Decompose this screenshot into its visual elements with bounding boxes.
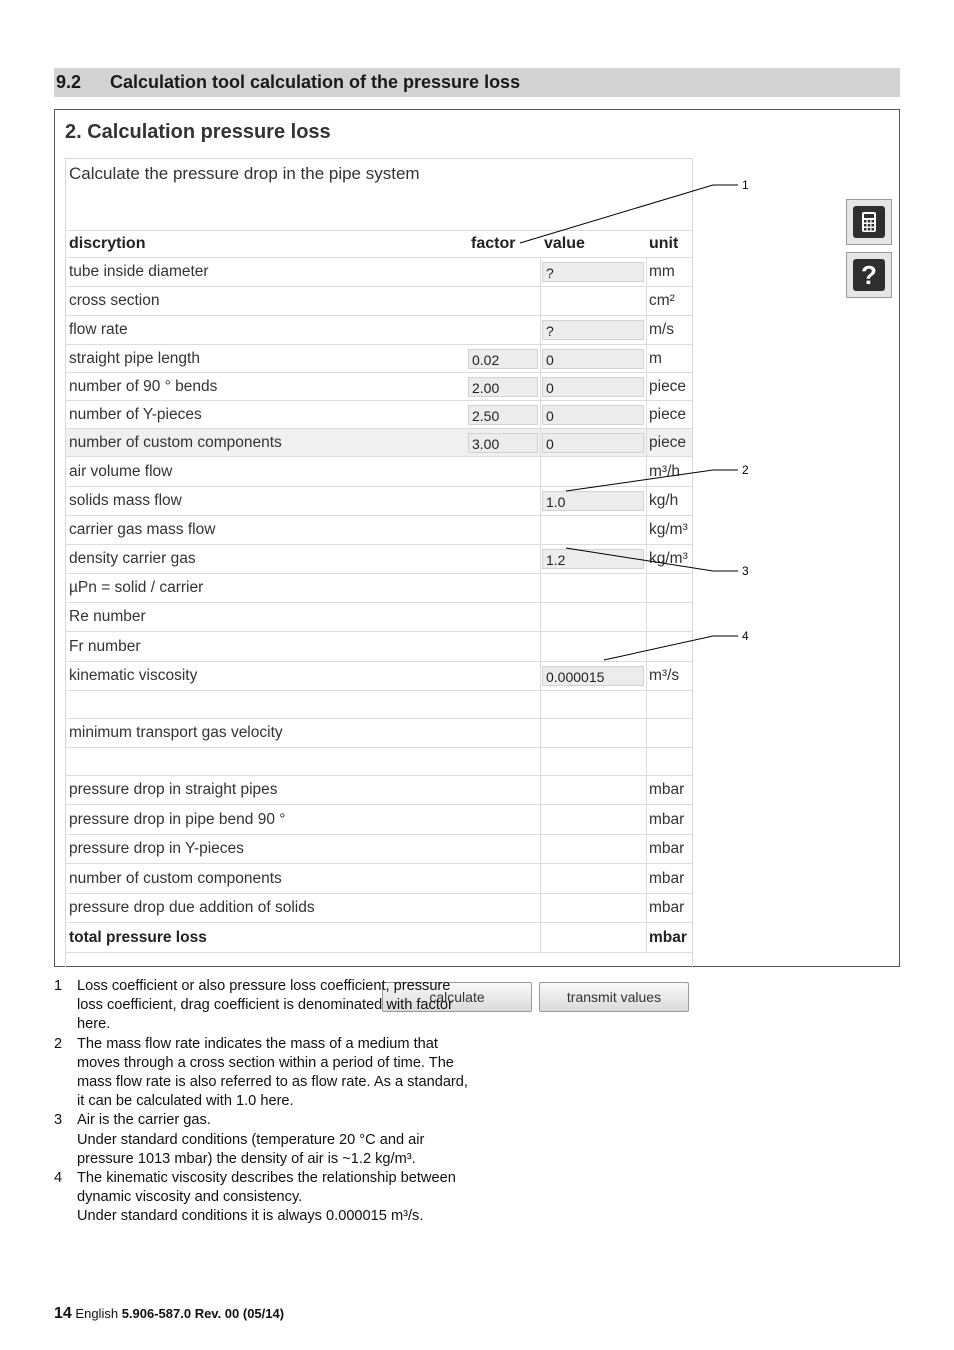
- column-divider: [540, 805, 541, 834]
- row-description: µPn = solid / carrier: [69, 579, 204, 596]
- row-description: cross section: [69, 292, 160, 309]
- note-text-continued: Under standard conditions it is always 0.000015 m³/s.: [77, 1208, 424, 1225]
- help-glyph: ?: [861, 260, 877, 290]
- note-1: [54, 977, 474, 1035]
- column-divider: [540, 258, 541, 286]
- row-description: air volume flow: [69, 463, 173, 480]
- table-row: [66, 834, 692, 863]
- column-divider: [646, 835, 647, 863]
- help-icon: [853, 259, 885, 291]
- value-field[interactable]: 1.0: [542, 491, 644, 511]
- column-divider: [646, 429, 647, 456]
- row-unit: m/s: [649, 321, 674, 338]
- column-divider: [540, 603, 541, 631]
- row-description: pressure drop in straight pipes: [69, 781, 278, 798]
- row-description: solids mass flow: [69, 492, 182, 509]
- factor-field[interactable]: 3.00: [468, 433, 538, 453]
- column-divider: [540, 864, 541, 893]
- value-field[interactable]: 0.000015: [542, 666, 644, 686]
- column-divider: [540, 429, 541, 456]
- calculator-icon: [853, 206, 885, 238]
- note-text: The mass flow rate indicates the mass of a medium that moves through a cross section within a period of time. The mass flow rate is also referred to as flow rate. As a standard, it can be calculated with 1.0 here.: [77, 1035, 468, 1110]
- table-row: [66, 718, 692, 747]
- table-row: [66, 602, 692, 631]
- section-number: 9.2: [56, 72, 82, 92]
- column-divider: [646, 923, 647, 952]
- value-field[interactable]: 1.2: [542, 549, 644, 569]
- callout-number-3: 3: [742, 564, 749, 578]
- column-divider: [540, 776, 541, 804]
- section-title: Calculation tool calculation of the pressure loss: [110, 72, 521, 92]
- table-row: [66, 257, 692, 286]
- column-divider: [646, 662, 647, 690]
- column-divider: [540, 923, 541, 952]
- row-description: pressure drop in Y-pieces: [69, 840, 244, 857]
- row-unit: kg/h: [649, 492, 679, 509]
- row-unit: m³/h: [649, 463, 680, 480]
- tool-heading: 2. Calculation pressure loss: [65, 121, 331, 143]
- column-divider: [646, 457, 647, 486]
- value-field[interactable]: ?: [542, 320, 644, 340]
- column-divider: [540, 457, 541, 486]
- table-row: [66, 661, 692, 690]
- row-unit: cm²: [649, 292, 675, 309]
- note-number: 2: [54, 1035, 63, 1052]
- table-row: [66, 456, 692, 486]
- row-description: Re number: [69, 608, 146, 625]
- table-row: [66, 747, 692, 775]
- value-field[interactable]: 0: [542, 405, 644, 425]
- value-field[interactable]: ?: [542, 262, 644, 282]
- column-divider: [646, 805, 647, 834]
- column-divider: [540, 835, 541, 863]
- table-row: [66, 922, 692, 952]
- row-unit: m³/s: [649, 667, 680, 684]
- row-description: kinematic viscosity: [69, 667, 198, 684]
- value-field[interactable]: 0: [542, 349, 644, 369]
- row-unit: kg/m³: [649, 521, 688, 538]
- column-divider: [646, 345, 647, 372]
- row-description: Fr number: [69, 638, 141, 655]
- row-description: number of Y-pieces: [69, 406, 202, 423]
- row-unit: mbar: [649, 840, 685, 857]
- table-bottom-border: [66, 952, 692, 954]
- column-divider: [540, 287, 541, 315]
- footer-language: English: [75, 1306, 119, 1321]
- section-header: [54, 68, 900, 97]
- value-field[interactable]: 0: [542, 433, 644, 453]
- note-number: 4: [54, 1170, 63, 1187]
- page-number: 14: [54, 1305, 72, 1322]
- row-description: number of custom components: [69, 870, 282, 887]
- table-row: [66, 428, 692, 456]
- row-description: total pressure loss: [69, 929, 207, 946]
- column-divider: [646, 603, 647, 631]
- header-value: value: [544, 235, 585, 252]
- column-divider: [646, 748, 647, 775]
- column-divider: [646, 258, 647, 286]
- row-description: carrier gas mass flow: [69, 521, 216, 538]
- table-header-row: [66, 230, 692, 257]
- table-row: [66, 631, 692, 661]
- column-divider: [646, 516, 647, 544]
- help-button[interactable]: [846, 252, 892, 298]
- column-divider: [646, 719, 647, 747]
- page-footer: [54, 1305, 284, 1323]
- panel-description: Calculate the pressure drop in the pipe system: [69, 164, 420, 183]
- calculate-button[interactable]: calculate: [382, 982, 532, 1012]
- table-row: [66, 286, 692, 315]
- row-unit: piece: [649, 406, 687, 423]
- column-divider: [646, 574, 647, 602]
- table-row: [66, 544, 692, 573]
- note-3: [54, 1111, 474, 1169]
- note-2: [54, 1035, 474, 1112]
- column-divider: [646, 864, 647, 893]
- note-number: 3: [54, 1112, 63, 1129]
- column-divider: [540, 748, 541, 775]
- table-row: [66, 690, 692, 718]
- calculation-table: [66, 230, 692, 954]
- column-divider: [646, 776, 647, 804]
- column-divider: [646, 545, 647, 573]
- table-row: [66, 573, 692, 602]
- row-unit: mbar: [649, 899, 685, 916]
- row-description: number of custom components: [69, 434, 282, 451]
- column-divider: [540, 316, 541, 344]
- callout-number-1: 1: [742, 178, 749, 192]
- row-unit: piece: [649, 434, 687, 451]
- row-description: straight pipe length: [69, 350, 200, 367]
- row-description: minimum transport gas velocity: [69, 724, 283, 741]
- note-text: Air is the carrier gas.: [77, 1112, 211, 1129]
- row-unit: kg/m³: [649, 550, 688, 567]
- table-row: [66, 486, 692, 515]
- header-description: discrytion: [69, 235, 146, 252]
- footer-revision: 5.906-587.0 Rev. 00 (05/14): [121, 1306, 285, 1321]
- column-divider: [646, 401, 647, 428]
- table-row: [66, 775, 692, 804]
- column-divider: [540, 632, 541, 661]
- column-divider: [646, 287, 647, 315]
- row-description: tube inside diameter: [69, 263, 209, 280]
- header-factor: factor: [471, 235, 516, 252]
- table-row: [66, 893, 692, 922]
- calculation-panel: [65, 158, 693, 1005]
- row-description: density carrier gas: [69, 550, 196, 567]
- note-4: [54, 1169, 474, 1227]
- table-row: [66, 804, 692, 834]
- row-unit: m: [649, 350, 662, 367]
- row-unit: mm: [649, 263, 675, 280]
- note-text: The kinematic viscosity describes the relationship between dynamic viscosity and consistency.: [77, 1170, 456, 1206]
- row-description: number of 90 ° bends: [69, 378, 218, 395]
- column-divider: [540, 719, 541, 747]
- column-divider: [540, 894, 541, 922]
- row-unit: piece: [649, 378, 687, 395]
- transmit-values-button[interactable]: transmit values: [539, 982, 689, 1012]
- column-divider: [540, 691, 541, 718]
- factor-field[interactable]: 2.50: [468, 405, 538, 425]
- note-text-continued: Under standard conditions (temperature 20 °C and air pressure 1013 mbar) the density of air is ~1.2 kg/m³.: [77, 1131, 425, 1167]
- column-divider: [540, 373, 541, 400]
- table-row: [66, 863, 692, 893]
- column-divider: [646, 632, 647, 661]
- row-description: pressure drop in pipe bend 90 °: [69, 811, 286, 828]
- table-row: [66, 315, 692, 344]
- row-unit: mbar: [649, 781, 685, 798]
- callout-number-4: 4: [742, 629, 749, 643]
- factor-field[interactable]: 2.00: [468, 377, 538, 397]
- value-field[interactable]: 0: [542, 377, 644, 397]
- note-text: Loss coefficient or also pressure loss coefficient, pressure loss coefficient, drag coefficient is denominated with factor here.: [77, 978, 453, 1033]
- column-divider: [646, 487, 647, 515]
- row-unit: mbar: [649, 811, 685, 828]
- header-unit: unit: [649, 235, 679, 252]
- row-unit: mbar: [649, 929, 687, 946]
- column-divider: [646, 691, 647, 718]
- callout-notes: [54, 977, 474, 1227]
- row-description: pressure drop due addition of solids: [69, 899, 315, 916]
- table-row: [66, 400, 692, 428]
- calculation-tool-screenshot: [54, 109, 900, 1005]
- callout-number-2: 2: [742, 463, 749, 477]
- row-unit: mbar: [649, 870, 685, 887]
- column-divider: [646, 373, 647, 400]
- column-divider: [646, 316, 647, 344]
- table-row: [66, 372, 692, 400]
- row-description: flow rate: [69, 321, 128, 338]
- column-divider: [540, 516, 541, 544]
- table-row: [66, 344, 692, 372]
- column-divider: [540, 545, 541, 573]
- column-divider: [540, 662, 541, 690]
- factor-field[interactable]: 0.02: [468, 349, 538, 369]
- column-divider: [540, 401, 541, 428]
- table-row: [66, 515, 692, 544]
- column-divider: [540, 574, 541, 602]
- note-number: 1: [54, 978, 63, 994]
- column-divider: [540, 487, 541, 515]
- column-divider: [646, 894, 647, 922]
- calculator-button[interactable]: [846, 199, 892, 245]
- column-divider: [540, 345, 541, 372]
